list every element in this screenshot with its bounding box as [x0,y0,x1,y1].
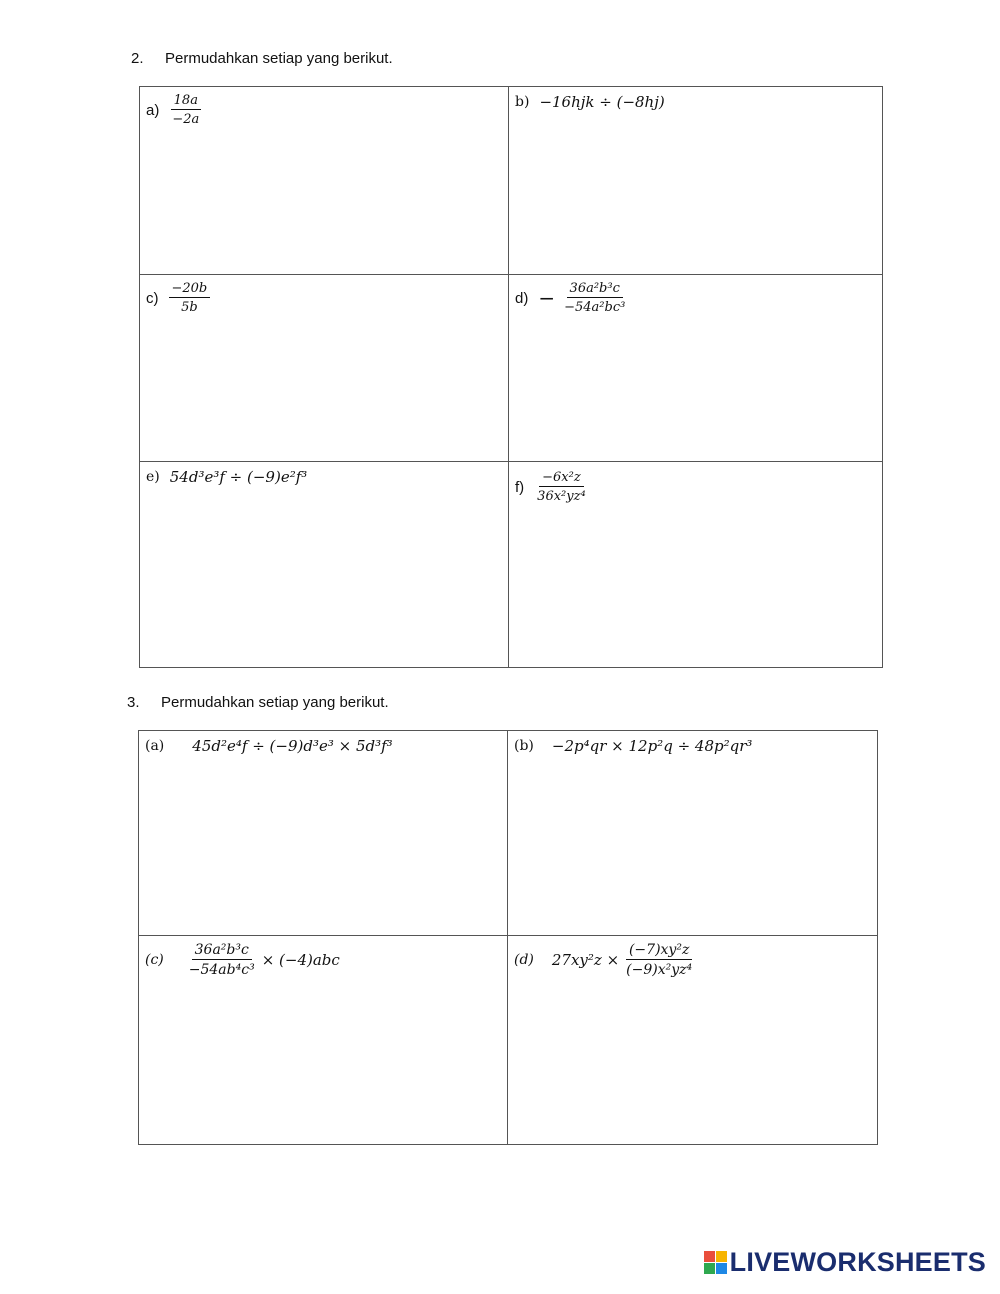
item-label: c) [146,289,159,307]
fraction [623,942,695,978]
section2-instruction: Permudahkan setiap yang berikut. [165,50,393,67]
numerator: (−7)xy²z [626,942,692,960]
item-label: d) [515,289,529,307]
answer-cell-3c[interactable] [139,936,508,1145]
answer-cell-3a[interactable] [139,731,508,936]
denominator: (−9)x²yz⁴ [626,962,693,978]
answer-cell-2f[interactable] [509,462,883,668]
answer-cell-2b[interactable] [509,87,883,275]
minus-sign: − [538,286,556,310]
expression: 54d³e³f ÷ (−9)e²f³ [169,468,308,486]
denominator: −2a [172,112,200,127]
item-label: (c) [145,952,164,968]
fraction [169,93,202,127]
item-label: a) [146,101,160,119]
item-label: e) [146,469,160,485]
denominator: −54a²bc³ [564,300,626,315]
section3-number: 3. [127,694,140,711]
item-label: b) [515,94,530,110]
section2-table [139,86,883,668]
section2-number: 2. [131,50,144,67]
expression: −2p⁴qr × 12p²q ÷ 48p²qr³ [551,737,753,755]
answer-cell-2e[interactable] [140,462,509,668]
expression: 45d²e⁴f ÷ (−9)d³e³ × 5d³f³ [192,737,393,755]
expression: −16hjk ÷ (−8hj) [539,93,665,111]
answer-cell-3d[interactable] [508,936,878,1145]
fraction [561,281,628,315]
section3-table [138,730,878,1145]
item-label: (a) [145,738,165,754]
item-label: (d) [514,952,534,968]
denominator: −54ab⁴c³ [188,962,255,978]
numerator: 36a²b³c [192,942,252,960]
expression-tail: × (−4)abc [261,951,340,969]
logo-text: LIVEWORKSHEETS [729,1247,986,1277]
expression-head: 27xy²z × [551,951,620,969]
fraction [169,281,211,315]
denominator: 36x²yz⁴ [537,489,586,504]
numerator: 36a²b³c [567,281,623,298]
fraction [534,470,589,504]
section3-heading [127,694,389,711]
answer-cell-2c[interactable] [140,275,509,462]
denominator: 5b [181,300,198,315]
fraction [186,942,258,978]
answer-cell-3b[interactable] [508,731,878,936]
numerator: 18a [171,93,201,110]
liveworksheets-logo [704,1247,986,1278]
numerator: −20b [169,281,211,298]
logo-mark-icon [704,1251,727,1274]
section2-heading [131,50,393,67]
section3-instruction: Permudahkan setiap yang berikut. [161,694,389,711]
item-label: f) [515,478,525,496]
numerator: −6x²z [539,470,584,487]
item-label: (b) [514,738,534,754]
answer-cell-2a[interactable] [140,87,509,275]
answer-cell-2d[interactable] [509,275,883,462]
